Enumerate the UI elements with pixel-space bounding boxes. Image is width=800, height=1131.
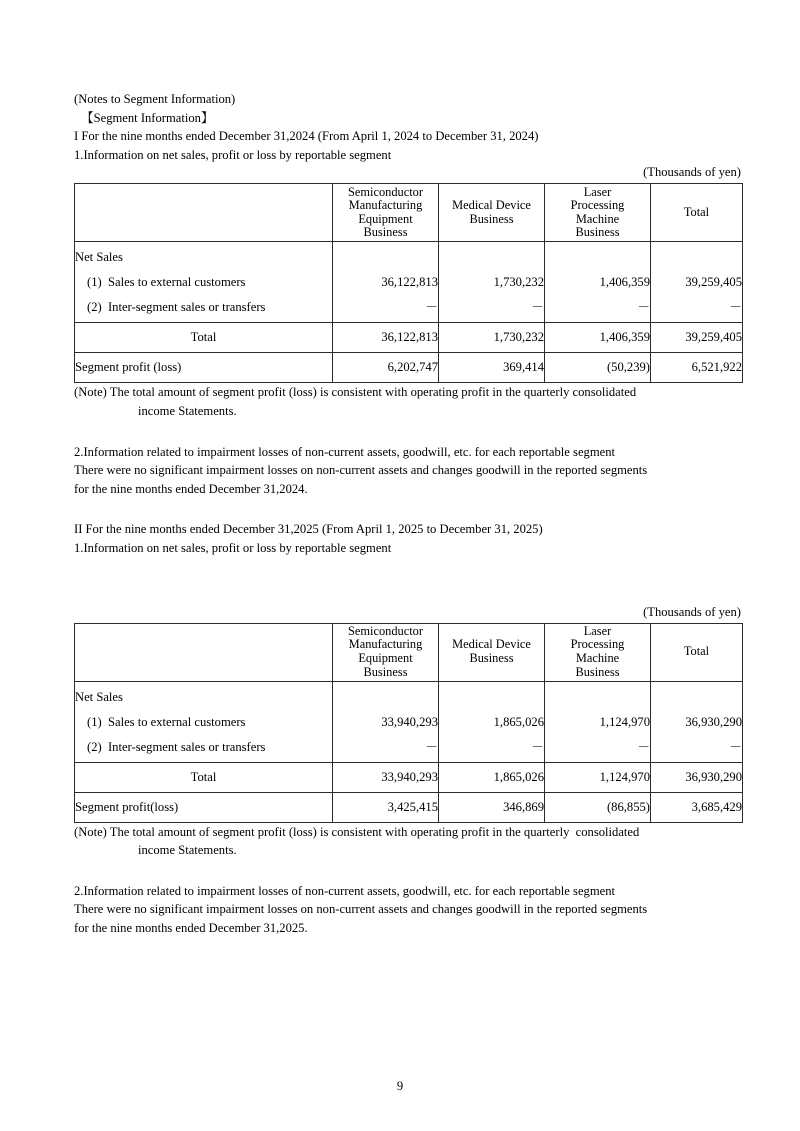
header-medical-device (439, 184, 545, 242)
header-semiconductor (333, 184, 439, 242)
header-line: Business (575, 664, 620, 679)
value-external: 1,124,970 (599, 714, 650, 729)
net-sales-values-medical (439, 242, 545, 323)
net-sales-values-total (651, 242, 743, 323)
header-line: Business (363, 225, 408, 240)
section-two-impairment-line-2: for the nine months ended December 31,2025. (74, 920, 308, 935)
segment-table-fy2024 (74, 183, 743, 383)
net-sales-item-intersegment: (2) Inter-segment sales or transfers (87, 739, 266, 754)
spacer (74, 498, 742, 520)
section-two-heading: II For the nine months ended December 31,2025 (From April 1, 2025 to December 31, 2025) (74, 522, 543, 537)
header-line: Business (469, 651, 514, 666)
note-line-continued: income Statements. (138, 843, 237, 858)
spacer (74, 421, 742, 443)
total-semiconductor: 33,940,293 (333, 762, 439, 792)
profit-medical: 346,869 (439, 792, 545, 822)
header-line: Processing (570, 637, 625, 652)
value-external: 1,730,232 (493, 275, 544, 290)
header-laser-processing (545, 623, 651, 681)
header-line: Laser (583, 184, 612, 199)
net-sales-item-external: (1) Sales to external customers (87, 714, 246, 729)
section-one-note (74, 383, 742, 420)
table-row-segment-profit (75, 792, 743, 822)
table-row-net-sales (75, 681, 743, 762)
section-one-subheading: 1.Information on net sales, profit or loss by reportable segment (74, 147, 392, 162)
table-row-segment-profit (75, 353, 743, 383)
value-intersegment: － (637, 739, 650, 754)
header-line: Business (575, 225, 620, 240)
section-one-impairment-heading: 2.Information related to impairment losses of non-current assets, goodwill, etc. for each reportable segment (74, 444, 616, 459)
section-one-impairment-line-2: for the nine months ended December 31,2024. (74, 481, 308, 496)
header-total (651, 623, 743, 681)
value-intersegment: － (531, 300, 544, 315)
value-external: 36,122,813 (381, 275, 438, 290)
net-sales-values-total (651, 681, 743, 762)
segment-information-heading: 【Segment Information】 (81, 110, 214, 125)
total-total: 36,930,290 (651, 762, 743, 792)
page-number: 9 (396, 1079, 404, 1093)
note-line-continued: income Statements. (138, 403, 237, 418)
note-line: (Note) The total amount of segment profit (loss) is consistent with operating profit in the quarterly consolidated (74, 824, 640, 839)
header-line: Business (363, 664, 408, 679)
net-sales-label-cell (75, 681, 333, 762)
notes-title: (Notes to Segment Information) (74, 92, 236, 106)
header-line: Machine (575, 651, 620, 666)
section-two-units-label: (Thousands of yen) (643, 604, 741, 619)
header-line: Semiconductor (347, 184, 423, 199)
table-row-net-sales (75, 242, 743, 323)
total-laser: 1,124,970 (545, 762, 651, 792)
spacer (74, 860, 742, 882)
net-sales-item-intersegment: (2) Inter-segment sales or transfers (87, 300, 266, 315)
header-line: Machine (575, 211, 620, 226)
total-row-label: Total (75, 762, 333, 792)
profit-semiconductor: 6,202,747 (333, 353, 439, 383)
net-sales-values-laser (545, 681, 651, 762)
total-total: 39,259,405 (651, 323, 743, 353)
net-sales-label: Net Sales (75, 689, 123, 704)
value-external: 1,406,359 (599, 275, 650, 290)
value-intersegment: － (637, 300, 650, 315)
header-line: Medical Device (452, 198, 531, 213)
section-two-impairment-line-1: There were no significant impairment losses on non-current assets and changes goodwill in the reported segments (74, 902, 648, 917)
value-external: 39,259,405 (685, 275, 742, 290)
header-blank (75, 184, 333, 242)
total-laser: 1,406,359 (545, 323, 651, 353)
table-row-total (75, 323, 743, 353)
net-sales-values-semiconductor (333, 681, 439, 762)
section-one-impairment-line-1: There were no significant impairment losses on non-current assets and changes goodwill in the reported segments (74, 463, 648, 478)
net-sales-label-cell (75, 242, 333, 323)
header-line: Manufacturing (348, 198, 423, 213)
value-intersegment: － (729, 300, 742, 315)
header-blank (75, 623, 333, 681)
header-line: Business (469, 211, 514, 226)
value-external: 36,930,290 (685, 714, 742, 729)
header-total (651, 184, 743, 242)
section-two-subheading: 1.Information on net sales, profit or loss by reportable segment (74, 540, 392, 555)
table-header-row (75, 623, 743, 681)
header-line: Total (683, 205, 710, 220)
net-sales-values-semiconductor (333, 242, 439, 323)
profit-total: 6,521,922 (651, 353, 743, 383)
value-intersegment: － (531, 739, 544, 754)
profit-laser: (50,239) (545, 353, 651, 383)
header-line: Laser (583, 623, 612, 638)
header-line: Equipment (358, 651, 413, 666)
net-sales-values-medical (439, 681, 545, 762)
value-external: 1,865,026 (493, 714, 544, 729)
profit-laser: (86,855) (545, 792, 651, 822)
value-external: 33,940,293 (381, 714, 438, 729)
section-two-note (74, 823, 742, 860)
section-one-heading: I For the nine months ended December 31,2024 (From April 1, 2024 to December 31, 2024) (74, 129, 539, 144)
segment-profit-label: Segment profit(loss) (75, 792, 333, 822)
spacer (74, 558, 742, 604)
value-intersegment: － (425, 300, 438, 315)
net-sales-label: Net Sales (75, 250, 123, 265)
profit-total: 3,685,429 (651, 792, 743, 822)
total-medical: 1,730,232 (439, 323, 545, 353)
header-medical-device (439, 623, 545, 681)
table-header-row (75, 184, 743, 242)
total-row-label: Total (75, 323, 333, 353)
header-semiconductor (333, 623, 439, 681)
header-line: Processing (570, 198, 625, 213)
net-sales-item-external: (1) Sales to external customers (87, 275, 246, 290)
net-sales-values-laser (545, 242, 651, 323)
header-laser-processing (545, 184, 651, 242)
profit-semiconductor: 3,425,415 (333, 792, 439, 822)
note-line: (Note) The total amount of segment profit (loss) is consistent with operating profit in the quarterly consolidated (74, 385, 637, 400)
section-one-units-label: (Thousands of yen) (643, 165, 741, 180)
segment-table-fy2025 (74, 623, 743, 823)
value-intersegment: － (729, 739, 742, 754)
header-line: Equipment (358, 211, 413, 226)
profit-medical: 369,414 (439, 353, 545, 383)
value-intersegment: － (425, 739, 438, 754)
header-line: Semiconductor (347, 623, 423, 638)
header-line: Total (683, 644, 710, 659)
segment-profit-label: Segment profit (loss) (75, 353, 333, 383)
table-row-total (75, 762, 743, 792)
header-line: Medical Device (452, 637, 531, 652)
total-semiconductor: 36,122,813 (333, 323, 439, 353)
header-line: Manufacturing (348, 637, 423, 652)
page-content (74, 90, 742, 938)
total-medical: 1,865,026 (439, 762, 545, 792)
section-two-impairment-heading: 2.Information related to impairment losses of non-current assets, goodwill, etc. for each reportable segment (74, 883, 616, 898)
